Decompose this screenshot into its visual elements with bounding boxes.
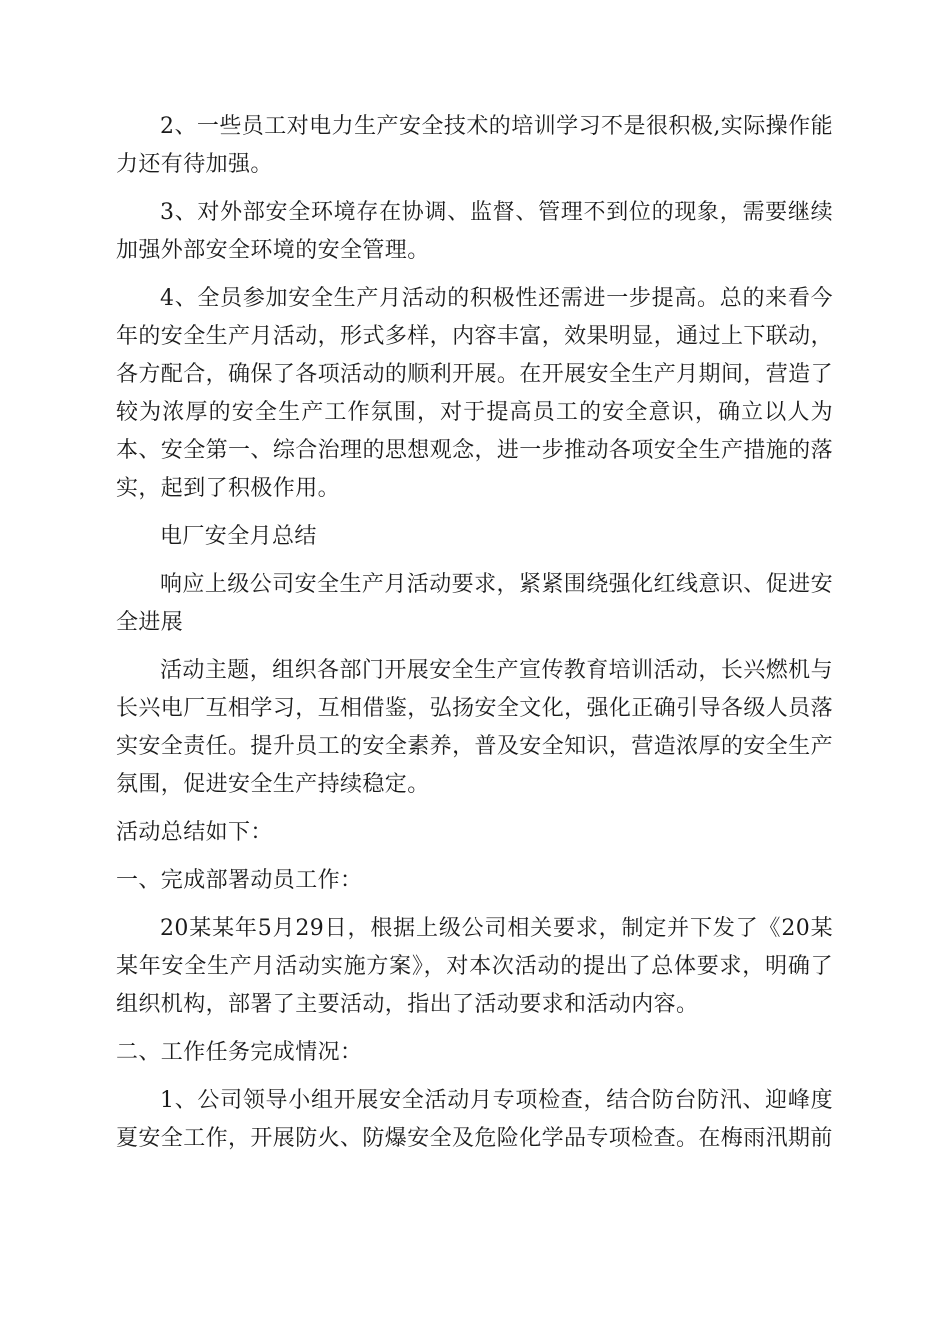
document-body (116, 108, 833, 1168)
paragraph-task-1: 1、公司领导小组开展安全活动月专项检查，结合防台防汛、迎峰度夏安全工作，开展防火、防爆安全及危险化学品专项检查。在梅雨汛期前 (116, 1088, 833, 1151)
paragraph-summary-intro: 活动总结如下： (116, 820, 273, 845)
paragraph-item-4-summary: 4、全员参加安全生产月活动的积极性还需进一步提高。总的来看今年的安全生产月活动，形式多样，内容丰富，效果明显，通过上下联动，各方配合，确保了各项活动的顺利开展。在开展安全生产月期间，营造了较为浓厚的安全生产工作氛围，对于提高员工的安全意识，确立以人为本、安全第一、综合治理的思想观念，进一步推动各项安全生产措施的落实，起到了积极作用。 (116, 286, 833, 501)
paragraph-response: 响应上级公司安全生产月活动要求，紧紧围绕强化红线意识、促进安全进展 (116, 572, 833, 635)
paragraph-activity-theme: 活动主题，组织各部门开展安全生产宣传教育培训活动，长兴燃机与长兴电厂互相学习，互相借鉴，弘扬安全文化，强化正确引导各级人员落实安全责任。提升员工的安全素养，普及安全知识，营造浓厚的安全生产氛围，促进安全生产持续稳定。 (116, 658, 833, 797)
paragraph-deployment: 20某某年5月29日，根据上级公司相关要求，制定并下发了《20某某年安全生产月活动实施方案》，对本次活动的提出了总体要求，明确了组织机构，部署了主要活动，指出了活动要求和活动内容。 (116, 916, 833, 1017)
heading-section-2: 二、工作任务完成情况： (116, 1040, 363, 1065)
section-title: 电厂安全月总结 (160, 524, 317, 549)
paragraph-item-2: 2、一些员工对电力生产安全技术的培训学习不是很积极,实际操作能力还有待加强。 (116, 114, 833, 177)
paragraph-item-3: 3、对外部安全环境存在协调、监督、管理不到位的现象，需要继续加强外部安全环境的安全管理。 (116, 200, 833, 263)
heading-section-1: 一、完成部署动员工作： (116, 868, 363, 893)
